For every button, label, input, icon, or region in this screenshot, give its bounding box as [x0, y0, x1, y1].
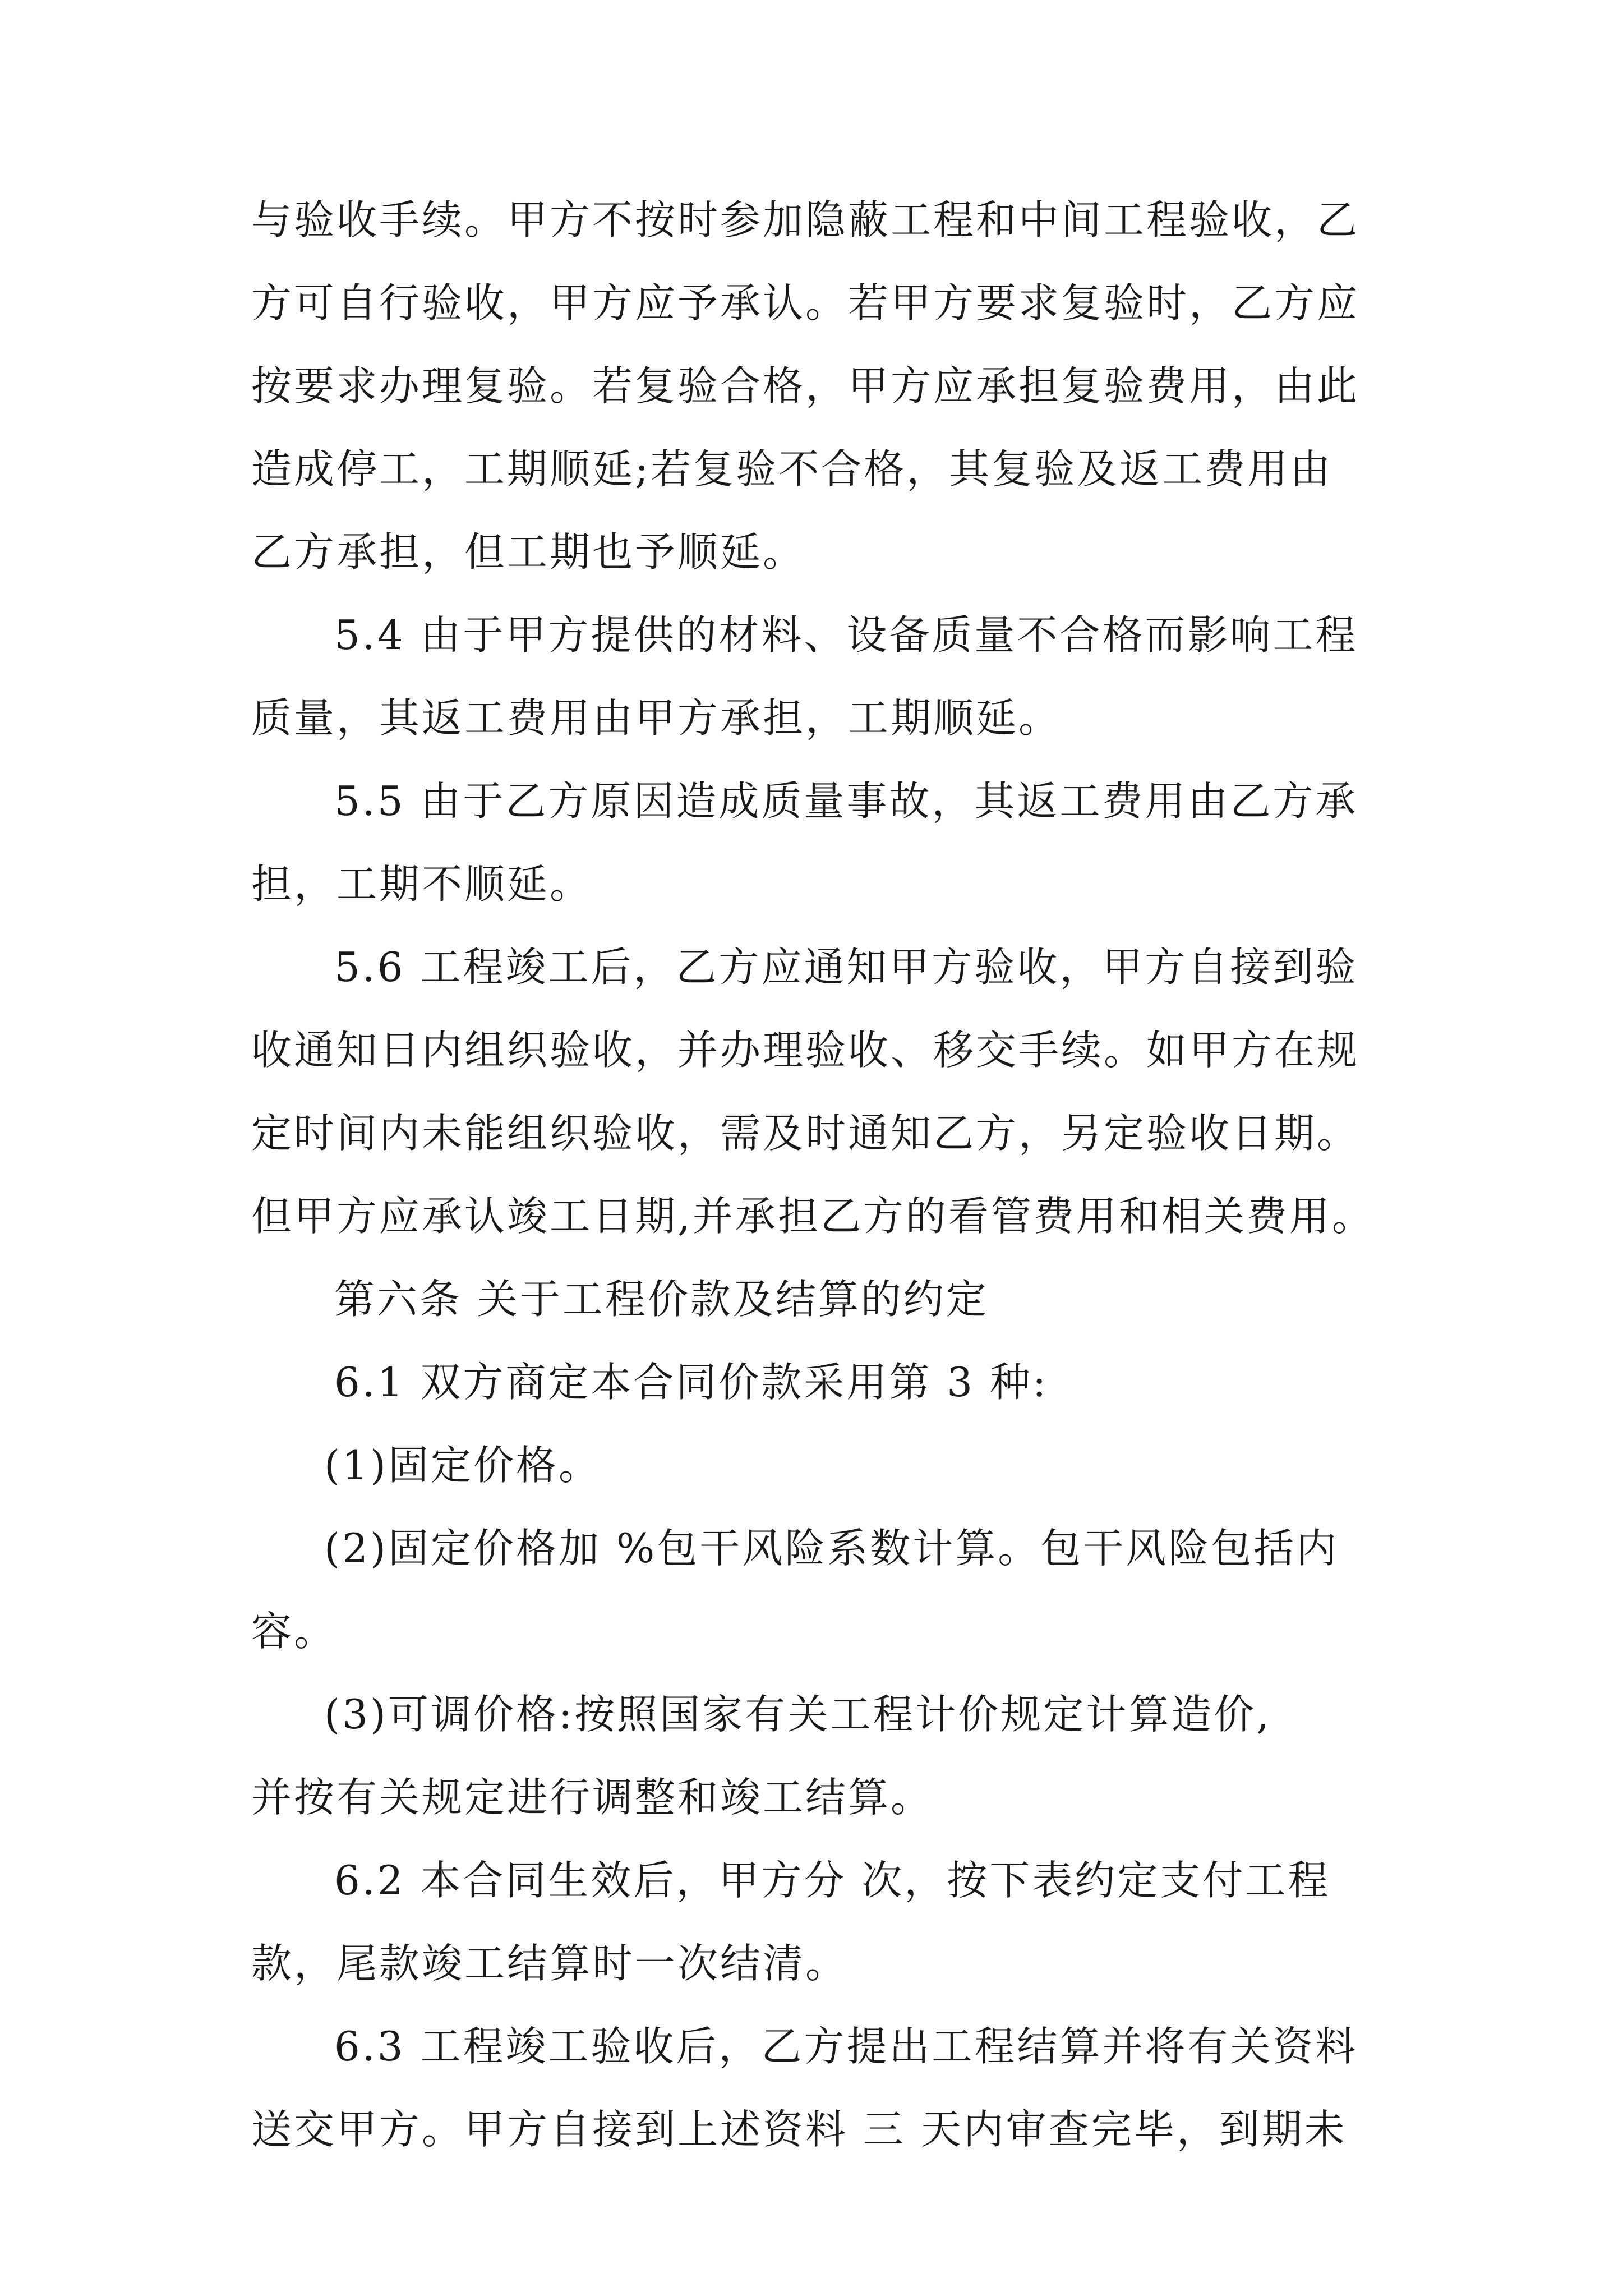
- document-body: [251, 178, 1407, 2171]
- clause-5-6: 5.6 工程竣工后，乙方应通知甲方验收，甲方自接到验: [334, 944, 1358, 991]
- clause-6-1: 6.1 双方商定本合同价款采用第 3 种:: [334, 1359, 1049, 1406]
- option-3: (3)可调价格:按照国家有关工程计价规定计算造价,: [324, 1691, 1272, 1738]
- text-line: 款，尾款竣工结算时一次结清。: [251, 1940, 849, 1987]
- text-line: 定时间内未能组织验收，需及时通知乙方，另定验收日期。: [251, 1110, 1360, 1157]
- option-1: (1)固定价格。: [324, 1442, 601, 1489]
- clause-5-5: 5.5 由于乙方原因造成质量事故，其返工费用由乙方承: [334, 777, 1358, 825]
- text-line: 与验收手续。甲方不按时参加隐蔽工程和中间工程验收，乙: [251, 196, 1360, 243]
- text-line: 造成停工，工期顺延;若复验不合格，其复验及返工费用由: [251, 445, 1333, 493]
- text-line: 收通知日内组织验收，并办理验收、移交手续。如甲方在规: [251, 1027, 1360, 1074]
- clause-6-2: 6.2 本合同生效后，甲方分 次，按下表约定支付工程: [334, 1857, 1331, 1904]
- text-line: 担，工期不顺延。: [251, 861, 593, 908]
- text-line: 送交甲方。甲方自接到上述资料 三 天内审查完毕，到期未: [251, 2106, 1347, 2153]
- option-2: (2)固定价格加 %包干风险系数计算。包干风险包括内: [324, 1525, 1339, 1572]
- text-line: 按要求办理复验。若复验合格，甲方应承担复验费用，由此: [251, 362, 1360, 409]
- text-line: 方可自行验收，甲方应予承认。若甲方要求复验时，乙方应: [251, 279, 1360, 326]
- clause-6-3: 6.3 工程竣工验收后，乙方提出工程结算并将有关资料: [334, 2023, 1358, 2070]
- text-line: 并按有关规定进行调整和竣工结算。: [251, 1774, 934, 1821]
- clause-5-4: 5.4 由于甲方提供的材料、设备质量不合格而影响工程: [334, 611, 1358, 659]
- article-6-heading: 第六条 关于工程价款及结算的约定: [334, 1276, 989, 1323]
- text-line: 质量，其返工费用由甲方承担，工期顺延。: [251, 694, 1062, 742]
- text-line: 容。: [251, 1608, 337, 1655]
- text-line: 但甲方应承认竣工日期,并承担乙方的看管费用和相关费用。: [251, 1193, 1375, 1240]
- text-line: 乙方承担，但工期也予顺延。: [251, 528, 806, 576]
